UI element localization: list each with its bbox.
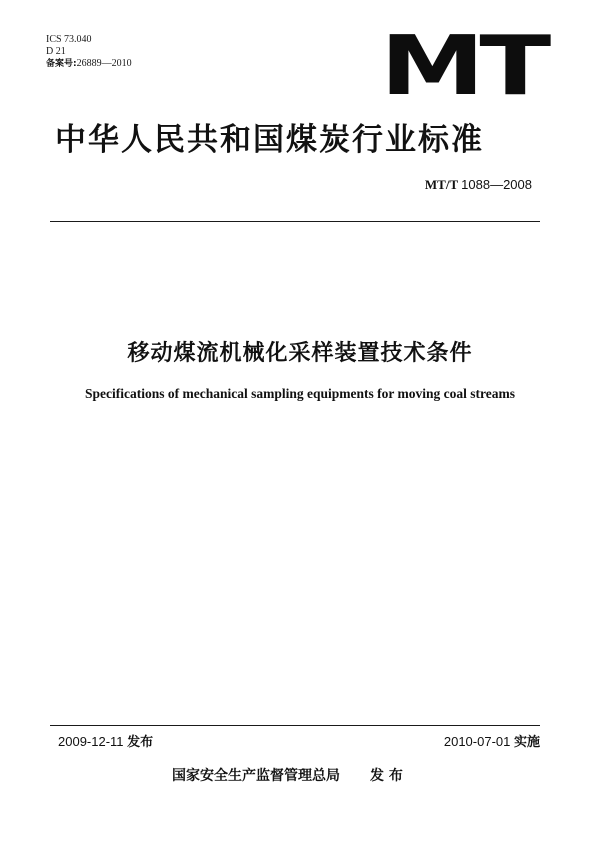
standard-number-value: 1088—2008 [461,177,532,192]
record-number [46,58,132,70]
implement-word: 实施 [513,735,540,750]
record-value: 26889—2010 [76,58,132,69]
ics-code: ICS 73.040 [46,34,92,45]
standard-number [425,177,532,193]
release-date: 2009-12-11 [58,734,124,749]
issue-word: 发 布 [370,768,403,784]
bottom-divider [50,725,540,726]
ccs-code: D 21 [46,46,66,57]
issuer-name: 国家安全生产监督管理总局 [172,768,340,784]
mt-logo: MT [380,19,546,114]
standard-code: MT/T [424,177,458,192]
record-label: 备案号: [46,59,77,69]
issuer-line [172,765,403,785]
standard-category-title: 中华人民共和国煤炭行业标准 [55,122,484,158]
release-date-line [58,731,153,750]
implement-date-line [444,731,540,750]
implement-date: 2010-07-01 [443,734,511,749]
release-word: 发布 [127,735,154,750]
classification-block [46,34,132,70]
top-divider [50,221,540,222]
document-title-chinese: 移动煤流机械化采样装置技术条件 [127,341,473,366]
document-title-english: Specifications of mechanical sampling equipments for moving coal streams [85,386,515,401]
